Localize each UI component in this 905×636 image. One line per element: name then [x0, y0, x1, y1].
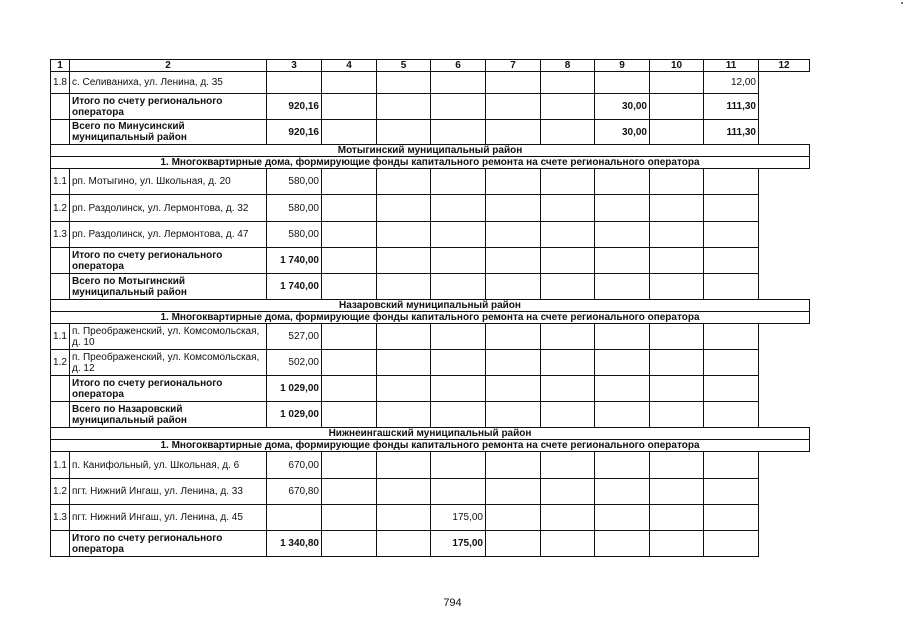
- value-cell-col-5: [377, 452, 431, 479]
- value-cell-col-11: [704, 195, 759, 222]
- value-cell-col-10: [650, 402, 704, 428]
- value-cell-col-4: [322, 94, 377, 120]
- row-number: [51, 274, 70, 300]
- value-cell-col-8: [541, 169, 595, 195]
- value-cell-col-8: [541, 505, 595, 531]
- section-heading-row: [51, 300, 810, 312]
- value-cell-col-3: [267, 72, 322, 94]
- value-cell-col-10: [650, 222, 704, 248]
- value-cell-col-10: [650, 505, 704, 531]
- section-heading: 1. Многоквартирные дома, формирующие фонды капитального ремонта на счете регионального оператора: [51, 312, 810, 324]
- address-cell: рп. Раздолинск, ул. Лермонтова, д. 47: [70, 222, 267, 248]
- section-heading-row: [51, 145, 810, 157]
- value-cell-col-8: [541, 452, 595, 479]
- row-number: 1.1: [51, 169, 70, 195]
- value-cell-col-11: [704, 222, 759, 248]
- value-cell-col-11: 12,00: [704, 72, 759, 94]
- value-cell-col-6: [431, 350, 486, 376]
- row-number: [51, 376, 70, 402]
- value-cell-col-8: [541, 350, 595, 376]
- address-cell: Всего по Минусинский муниципальный район: [70, 120, 267, 145]
- value-cell-col-11: [704, 479, 759, 505]
- table-row: [51, 324, 810, 350]
- total-row: [51, 120, 810, 145]
- section-heading: Назаровский муниципальный район: [51, 300, 810, 312]
- value-cell-col-8: [541, 195, 595, 222]
- value-cell-col-8: [541, 479, 595, 505]
- value-cell-col-6: 175,00: [431, 505, 486, 531]
- value-cell-col-7: [486, 120, 541, 145]
- column-header-1: 1: [51, 60, 70, 72]
- table-row: [51, 72, 810, 94]
- section-heading: Мотыгинский муниципальный район: [51, 145, 810, 157]
- value-cell-col-3: 580,00: [267, 195, 322, 222]
- value-cell-col-3: 920,16: [267, 120, 322, 145]
- value-cell-col-5: [377, 195, 431, 222]
- value-cell-col-9: 30,00: [595, 120, 650, 145]
- value-cell-col-10: [650, 94, 704, 120]
- value-cell-col-7: [486, 274, 541, 300]
- value-cell-col-3: 670,00: [267, 452, 322, 479]
- address-cell: рп. Раздолинск, ул. Лермонтова, д. 32: [70, 195, 267, 222]
- value-cell-col-4: [322, 452, 377, 479]
- value-cell-col-10: [650, 195, 704, 222]
- value-cell-col-5: [377, 505, 431, 531]
- value-cell-col-10: [650, 324, 704, 350]
- table-row: [51, 350, 810, 376]
- column-header-9: 9: [595, 60, 650, 72]
- header-row: [51, 60, 810, 72]
- value-cell-col-3: 1 740,00: [267, 248, 322, 274]
- value-cell-col-5: [377, 248, 431, 274]
- value-cell-col-9: [595, 222, 650, 248]
- value-cell-col-11: [704, 274, 759, 300]
- value-cell-col-7: [486, 169, 541, 195]
- address-cell: пгт. Нижний Ингаш, ул. Ленина, д. 45: [70, 505, 267, 531]
- total-row: [51, 248, 810, 274]
- value-cell-col-8: [541, 274, 595, 300]
- table-row: [51, 505, 810, 531]
- row-number: 1.2: [51, 350, 70, 376]
- column-header-8: 8: [541, 60, 595, 72]
- value-cell-col-6: [431, 120, 486, 145]
- value-cell-col-10: [650, 274, 704, 300]
- value-cell-col-4: [322, 324, 377, 350]
- address-cell: п. Преображенский, ул. Комсомольская, д. 10: [70, 324, 267, 350]
- value-cell-col-5: [377, 324, 431, 350]
- section-heading-row: [51, 428, 810, 440]
- scan-artifact: [901, 2, 903, 4]
- column-header-3: 3: [267, 60, 322, 72]
- value-cell-col-9: [595, 350, 650, 376]
- value-cell-col-7: [486, 324, 541, 350]
- value-cell-col-11: 111,30: [704, 120, 759, 145]
- table-row: [51, 479, 810, 505]
- table-row: [51, 222, 810, 248]
- value-cell-col-9: [595, 452, 650, 479]
- value-cell-col-10: [650, 376, 704, 402]
- value-cell-col-9: 30,00: [595, 94, 650, 120]
- value-cell-col-5: [377, 402, 431, 428]
- value-cell-col-10: [650, 479, 704, 505]
- total-row: [51, 376, 810, 402]
- value-cell-col-5: [377, 531, 431, 557]
- value-cell-col-5: [377, 169, 431, 195]
- value-cell-col-6: [431, 94, 486, 120]
- value-cell-col-3: 1 340,80: [267, 531, 322, 557]
- value-cell-col-4: [322, 120, 377, 145]
- value-cell-col-5: [377, 376, 431, 402]
- value-cell-col-7: [486, 72, 541, 94]
- value-cell-col-9: [595, 505, 650, 531]
- column-header-2: 2: [70, 60, 267, 72]
- section-heading: Нижнеингашский муниципальный район: [51, 428, 810, 440]
- column-header-6: 6: [431, 60, 486, 72]
- value-cell-col-4: [322, 531, 377, 557]
- row-number: 1.1: [51, 324, 70, 350]
- value-cell-col-7: [486, 452, 541, 479]
- value-cell-col-4: [322, 376, 377, 402]
- address-cell: с. Селиваниха, ул. Ленина, д. 35: [70, 72, 267, 94]
- value-cell-col-3: 1 029,00: [267, 376, 322, 402]
- value-cell-col-3: [267, 505, 322, 531]
- value-cell-col-9: [595, 72, 650, 94]
- table-row: [51, 452, 810, 479]
- address-cell: Итого по счету регионального оператора: [70, 376, 267, 402]
- value-cell-col-9: [595, 479, 650, 505]
- value-cell-col-6: [431, 248, 486, 274]
- value-cell-col-6: [431, 72, 486, 94]
- value-cell-col-9: [595, 169, 650, 195]
- value-cell-col-8: [541, 248, 595, 274]
- value-cell-col-7: [486, 376, 541, 402]
- value-cell-col-10: [650, 72, 704, 94]
- column-header-4: 4: [322, 60, 377, 72]
- value-cell-col-9: [595, 402, 650, 428]
- value-cell-col-3: 920,16: [267, 94, 322, 120]
- value-cell-col-3: 580,00: [267, 169, 322, 195]
- column-header-12: 12: [759, 60, 810, 72]
- row-number: 1.8: [51, 72, 70, 94]
- value-cell-col-10: [650, 350, 704, 376]
- value-cell-col-8: [541, 94, 595, 120]
- value-cell-col-5: [377, 72, 431, 94]
- total-row: [51, 274, 810, 300]
- value-cell-col-7: [486, 248, 541, 274]
- address-cell: п. Канифольный, ул. Школьная, д. 6: [70, 452, 267, 479]
- row-number: 1.3: [51, 222, 70, 248]
- value-cell-col-6: [431, 402, 486, 428]
- table-body: [51, 60, 810, 557]
- value-cell-col-4: [322, 350, 377, 376]
- row-number: [51, 94, 70, 120]
- total-row: [51, 402, 810, 428]
- address-cell: пгт. Нижний Ингаш, ул. Ленина, д. 33: [70, 479, 267, 505]
- value-cell-col-9: [595, 531, 650, 557]
- budget-table: [50, 59, 810, 557]
- row-number: 1.3: [51, 505, 70, 531]
- value-cell-col-4: [322, 72, 377, 94]
- value-cell-col-10: [650, 120, 704, 145]
- address-cell: Всего по Мотыгинский муниципальный район: [70, 274, 267, 300]
- address-cell: Всего по Назаровский муниципальный район: [70, 402, 267, 428]
- value-cell-col-5: [377, 274, 431, 300]
- section-heading-row: [51, 440, 810, 452]
- value-cell-col-7: [486, 531, 541, 557]
- value-cell-col-9: [595, 376, 650, 402]
- value-cell-col-4: [322, 222, 377, 248]
- value-cell-col-3: 1 740,00: [267, 274, 322, 300]
- value-cell-col-9: [595, 324, 650, 350]
- value-cell-col-6: [431, 195, 486, 222]
- row-number: [51, 120, 70, 145]
- value-cell-col-6: [431, 479, 486, 505]
- value-cell-col-3: 502,00: [267, 350, 322, 376]
- table-row: [51, 195, 810, 222]
- value-cell-col-4: [322, 479, 377, 505]
- value-cell-col-8: [541, 72, 595, 94]
- value-cell-col-7: [486, 94, 541, 120]
- value-cell-col-8: [541, 324, 595, 350]
- value-cell-col-11: [704, 324, 759, 350]
- section-heading-row: [51, 312, 810, 324]
- value-cell-col-9: [595, 274, 650, 300]
- value-cell-col-5: [377, 350, 431, 376]
- value-cell-col-11: [704, 248, 759, 274]
- row-number: [51, 402, 70, 428]
- value-cell-col-8: [541, 222, 595, 248]
- section-heading: 1. Многоквартирные дома, формирующие фонды капитального ремонта на счете регионального оператора: [51, 440, 810, 452]
- value-cell-col-4: [322, 402, 377, 428]
- value-cell-col-9: [595, 195, 650, 222]
- value-cell-col-11: [704, 169, 759, 195]
- section-heading-row: [51, 157, 810, 169]
- value-cell-col-8: [541, 402, 595, 428]
- value-cell-col-8: [541, 376, 595, 402]
- column-header-7: 7: [486, 60, 541, 72]
- value-cell-col-11: 111,30: [704, 94, 759, 120]
- value-cell-col-7: [486, 505, 541, 531]
- column-header-11: 11: [704, 60, 759, 72]
- value-cell-col-3: 527,00: [267, 324, 322, 350]
- page-number: 794: [443, 597, 462, 609]
- value-cell-col-7: [486, 479, 541, 505]
- value-cell-col-4: [322, 195, 377, 222]
- value-cell-col-7: [486, 402, 541, 428]
- address-cell: Итого по счету регионального оператора: [70, 531, 267, 557]
- column-header-10: 10: [650, 60, 704, 72]
- column-header-5: 5: [377, 60, 431, 72]
- address-cell: Итого по счету регионального оператора: [70, 94, 267, 120]
- value-cell-col-8: [541, 120, 595, 145]
- value-cell-col-10: [650, 531, 704, 557]
- address-cell: п. Преображенский, ул. Комсомольская, д. 12: [70, 350, 267, 376]
- value-cell-col-11: [704, 452, 759, 479]
- total-row: [51, 94, 810, 120]
- row-number: [51, 531, 70, 557]
- value-cell-col-6: [431, 274, 486, 300]
- value-cell-col-4: [322, 274, 377, 300]
- value-cell-col-9: [595, 248, 650, 274]
- value-cell-col-6: [431, 169, 486, 195]
- value-cell-col-5: [377, 120, 431, 145]
- value-cell-col-11: [704, 531, 759, 557]
- value-cell-col-6: [431, 324, 486, 350]
- row-number: 1.2: [51, 479, 70, 505]
- value-cell-col-4: [322, 248, 377, 274]
- value-cell-col-4: [322, 169, 377, 195]
- value-cell-col-5: [377, 479, 431, 505]
- value-cell-col-11: [704, 402, 759, 428]
- value-cell-col-10: [650, 169, 704, 195]
- value-cell-col-3: 1 029,00: [267, 402, 322, 428]
- value-cell-col-5: [377, 94, 431, 120]
- value-cell-col-11: [704, 505, 759, 531]
- value-cell-col-5: [377, 222, 431, 248]
- section-heading: 1. Многоквартирные дома, формирующие фонды капитального ремонта на счете регионального оператора: [51, 157, 810, 169]
- value-cell-col-6: [431, 376, 486, 402]
- address-cell: рп. Мотыгино, ул. Школьная, д. 20: [70, 169, 267, 195]
- value-cell-col-7: [486, 350, 541, 376]
- value-cell-col-3: 670,80: [267, 479, 322, 505]
- value-cell-col-7: [486, 222, 541, 248]
- row-number: [51, 248, 70, 274]
- address-cell: Итого по счету регионального оператора: [70, 248, 267, 274]
- value-cell-col-10: [650, 452, 704, 479]
- value-cell-col-8: [541, 531, 595, 557]
- table-row: [51, 169, 810, 195]
- row-number: 1.1: [51, 452, 70, 479]
- value-cell-col-11: [704, 350, 759, 376]
- value-cell-col-11: [704, 376, 759, 402]
- row-number: 1.2: [51, 195, 70, 222]
- value-cell-col-4: [322, 505, 377, 531]
- value-cell-col-10: [650, 248, 704, 274]
- value-cell-col-3: 580,00: [267, 222, 322, 248]
- value-cell-col-7: [486, 195, 541, 222]
- value-cell-col-6: [431, 222, 486, 248]
- total-row: [51, 531, 810, 557]
- value-cell-col-6: [431, 452, 486, 479]
- value-cell-col-6: 175,00: [431, 531, 486, 557]
